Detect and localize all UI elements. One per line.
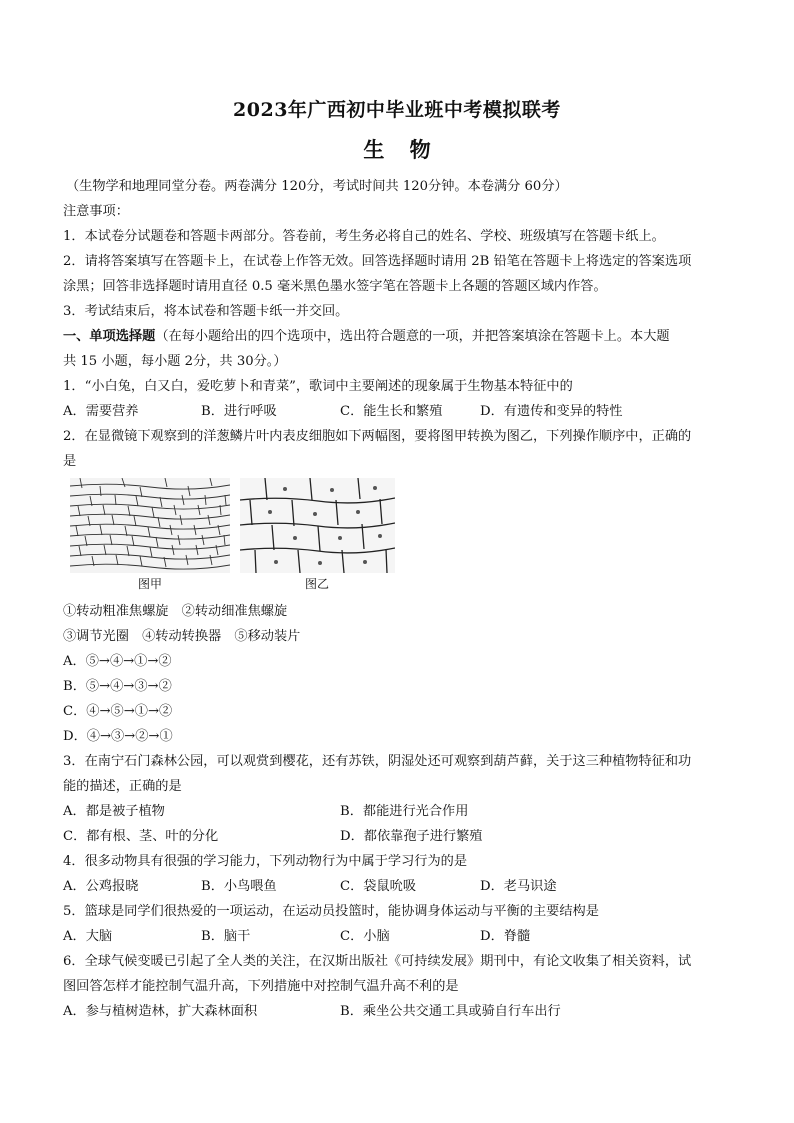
q2-option-b: B．⑤→④→③→② (63, 679, 172, 694)
q1-option-c: C．能生长和繁殖 (340, 404, 443, 419)
q1-stem: 1．“小白兔，白又白，爱吃萝卜和青菜”，歌词中主要阐述的现象属于生物基本特征中的 (63, 379, 573, 394)
subject-title: 生 物 (363, 137, 431, 162)
section-heading: 一、单项选择题 (63, 329, 156, 344)
q1-option-d: D．有遗传和变异的特性 (480, 404, 623, 419)
q1-option-a: A．需要营养 (63, 404, 139, 419)
section-instruction: （在每小题给出的四个选项中，选出符合题意的一项，并把答案填涂在答题卡上。本大题 (155, 329, 670, 344)
exam-note: （生物学和地理同堂分卷。两卷满分 120分，考试时间共 120分钟。本卷满分 60分） (66, 179, 568, 194)
q2-stem-line-2: 是 (63, 454, 77, 469)
q5-option-c: C．小脑 (340, 929, 390, 944)
notice-item-1: 1．本试卷分试题卷和答题卡两部分。答卷前，考生务必将自己的姓名、学校、班级填写在答题卡纸上。 (63, 229, 665, 244)
figure-jia-label: 图甲 (137, 577, 162, 591)
q6-option-a: A．参与植树造林，扩大森林面积 (63, 1004, 258, 1019)
figure-yi-image (240, 478, 395, 573)
q3-option-b: B．都能进行光合作用 (340, 804, 469, 819)
q6-option-b: B．乘坐公共交通工具或骑自行车出行 (340, 1004, 561, 1019)
notice-item-3: 3．考试结束后，将本试卷和答题卡纸一并交回。 (63, 304, 349, 319)
q3-stem-line-2: 能的描述，正确的是 (63, 779, 182, 794)
q2-option-c: C．④→⑤→①→② (63, 704, 173, 719)
q6-stem-line-1: 6．全球气候变暖已引起了全人类的关注，在汉斯出版社《可持续发展》期刊中，有论文收集了相关资料，试 (63, 954, 692, 969)
exam-title: 2023年广西初中毕业班中考模拟联考 (233, 99, 561, 121)
q4-option-a: A．公鸡报晓 (63, 879, 139, 894)
notice-item-2-line-2: 涂黑；回答非选择题时请用直径 0.5 毫米黑色墨水签字笔在答题卡上各题的答题区域内作答。 (63, 279, 607, 294)
q3-option-c: C．都有根、茎、叶的分化 (63, 829, 219, 844)
q5-option-b: B．脑干 (201, 929, 251, 944)
figure-jia-image (70, 478, 230, 573)
q2-stem-line-1: 2．在显微镜下观察到的洋葱鳞片叶内表皮细胞如下两幅图，要将图甲转换为图乙，下列操作顺序中，正确的 (63, 429, 692, 444)
q6-stem-line-2: 图回答怎样才能控制气温升高，下列措施中对控制气温升高不利的是 (63, 979, 459, 994)
q2-steps-line-1: ①转动粗准焦螺旋 ②转动细准焦螺旋 (63, 604, 288, 619)
microscope-figure (70, 478, 400, 596)
notice-item-2-line-1: 2．请将答案填写在答题卡上，在试卷上作答无效。回答选择题时请用 2B 铅笔在答题卡上将选定的答案选项 (63, 254, 692, 269)
q3-option-d: D．都依靠孢子进行繁殖 (340, 829, 483, 844)
q4-stem: 4．很多动物具有很强的学习能力，下列动物行为中属于学习行为的是 (63, 854, 468, 869)
notice-heading: 注意事项： (63, 204, 129, 219)
q5-option-a: A．大脑 (63, 929, 113, 944)
q4-option-c: C．袋鼠吮吸 (340, 879, 417, 894)
figure-yi-label: 图乙 (304, 577, 329, 591)
q2-option-a: A．⑤→④→①→② (63, 654, 172, 669)
q5-stem: 5．篮球是同学们很热爱的一项运动，在运动员投篮时，能协调身体运动与平衡的主要结构是 (63, 904, 599, 919)
q4-option-b: B．小鸟喂鱼 (201, 879, 277, 894)
q1-option-b: B．进行呼吸 (201, 404, 277, 419)
q2-option-d: D．④→③→②→① (63, 729, 173, 744)
q4-option-d: D．老马识途 (480, 879, 557, 894)
q2-steps-line-2: ③调节光圈 ④转动转换器 ⑤移动装片 (63, 629, 301, 644)
q3-stem-line-1: 3．在南宁石门森林公园，可以观赏到樱花，还有苏铁，阴湿处还可观察到葫芦藓，关于这三种植物特征和功 (63, 754, 692, 769)
section-heading-line (63, 325, 670, 344)
section-instruction-line-2: 共 15 小题，每小题 2分，共 30分。） (63, 354, 287, 369)
q5-option-d: D．脊髓 (480, 929, 531, 944)
q3-option-a: A．都是被子植物 (63, 804, 165, 819)
